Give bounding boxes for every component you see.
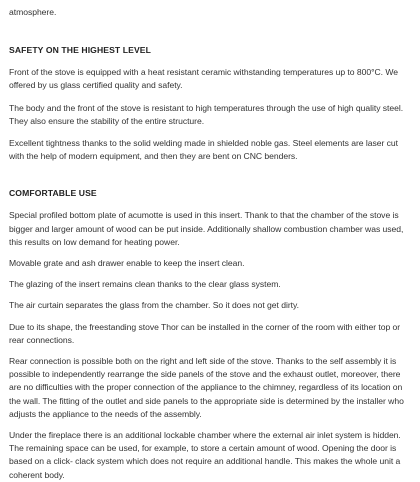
section-safety xyxy=(9,44,411,163)
paragraph: Excellent tightness thanks to the solid welding made in shielded noble gas. Steel elements are laser cut with the help of modern equipment, and then they are bent on CNC benders. xyxy=(9,138,398,162)
intro-fragment: atmosphere. xyxy=(9,7,57,17)
section-heading-safety: SAFETY ON THE HIGHEST LEVEL xyxy=(9,45,151,56)
paragraph: The air curtain separates the glass from the chamber. So it does not get dirty. xyxy=(9,300,299,311)
section-heading-comfortable-use: COMFORTABLE USE xyxy=(9,188,97,199)
paragraph: Special profiled bottom plate of acumotte is used in this insert. Thank to that the chamber of the stove is bigger and larger amount of wood can be put inside. Additionally shallow combustion chamber was used, this results on low demand for heating power. xyxy=(9,210,404,247)
section-comfortable-use xyxy=(9,187,411,481)
paragraph: Due to its shape, the freestanding stove Thor can be installed in the corner of the room with either top or rear connections. xyxy=(9,321,401,345)
paragraph: Front of the stove is equipped with a heat resistant ceramic withstanding temperatures up to 800°C. We offered by us glass certified quality and safety. xyxy=(9,67,398,91)
paragraph: The glazing of the insert remains clean thanks to the clear glass system. xyxy=(9,279,281,290)
paragraph: The body and the front of the stove is resistant to high temperatures through the use of high quality steel. They also ensure the stability of the entire structure. xyxy=(9,102,404,126)
paragraph: Under the fireplace there is an additional lockable chamber where the external air inlet system is hidden. The remaining space can be used, for example, to store a certain amount of wood. Opening the door is based on a click- clack system which does not require an additional handle. This makes the whole unit a coherent body. xyxy=(9,430,401,480)
paragraph: Rear connection is possible both on the right and left side of the stove. Thanks to the self assembly it is possible to independently rearrange the side panels of the stove and the exhaust outlet, moreover, there are no difficulties with the proper connection of the appliance to the chimney, regardless of its location on the wall. The fitting of the outlet and side panels to the appropriate side is determined by the installer who adjusts the appliance to the needs of the assembly. xyxy=(9,356,404,419)
paragraph: Movable grate and ash drawer enable to keep the insert clean. xyxy=(9,258,245,269)
